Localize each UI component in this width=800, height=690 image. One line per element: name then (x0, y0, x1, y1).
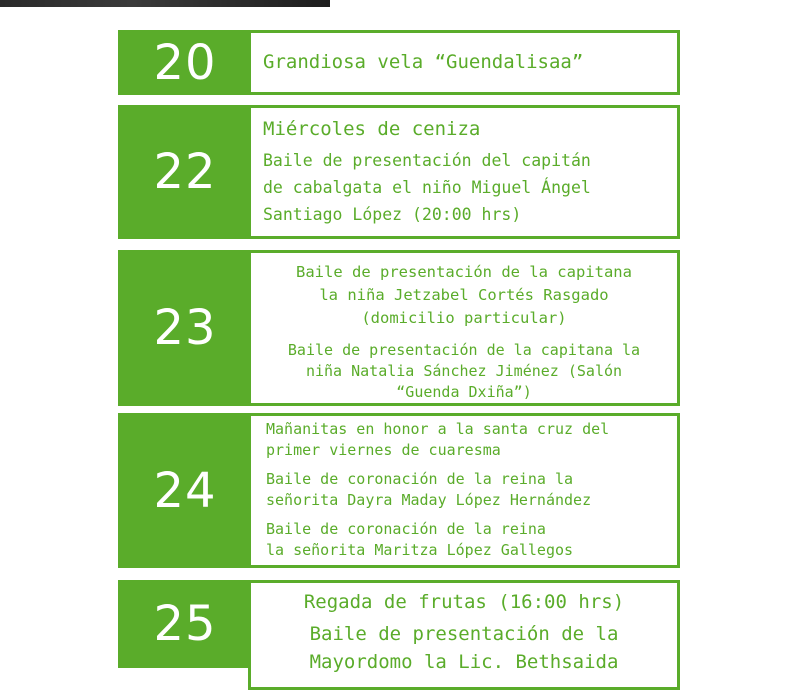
event-text: la niña Jetzabel Cortés Rasgado (319, 286, 609, 304)
event-text: niña Natalia Sánchez Jiménez (Salón (305, 362, 623, 380)
event-text: señorita Dayra Maday López Hernández (266, 491, 592, 509)
event-box (248, 413, 680, 568)
event-text: Baile de coronación de la reina (266, 520, 546, 538)
event-text: “Guenda Dxiña”) (396, 383, 532, 401)
day-row-23 (118, 250, 680, 406)
event-text: Grandiosa vela “Guendalisaa” (263, 51, 584, 73)
event-text: Mañanitas en honor a la santa cruz del (266, 420, 610, 438)
event-text: la señorita Maritza López Gallegos (266, 541, 574, 559)
day-row-22 (118, 105, 680, 239)
event-text: Baile de presentación de la (309, 623, 619, 645)
event-text: Baile de presentación del capitán (263, 151, 591, 170)
event-text: primer viernes de cuaresma (266, 441, 501, 459)
event-text: Baile de presentación de la capitana (296, 263, 632, 281)
day-number: 25 (118, 580, 252, 668)
day-row-20 (118, 30, 680, 95)
event-box (248, 30, 680, 95)
header-image-strip (0, 0, 330, 7)
day-number: 20 (118, 30, 252, 95)
day-row-25 (118, 580, 680, 690)
event-text: (domicilio particular) (361, 309, 567, 327)
event-text: Baile de presentación de la capitana la (287, 341, 641, 359)
event-text: Regada de frutas (16:00 hrs) (303, 591, 625, 613)
event-text: Santiago López (20:00 hrs) (263, 205, 522, 224)
event-box (248, 250, 680, 406)
event-text: Mayordomo la Lic. Bethsaida (309, 651, 619, 673)
event-box (248, 105, 680, 239)
day-row-24 (118, 413, 680, 568)
day-number: 23 (118, 250, 252, 406)
event-text: de cabalgata el niño Miguel Ángel (263, 178, 591, 197)
day-number: 24 (118, 413, 252, 568)
event-text: Baile de coronación de la reina la (266, 470, 574, 488)
day-number: 22 (118, 105, 252, 239)
event-box (248, 580, 680, 690)
event-heading: Miércoles de ceniza (263, 118, 481, 140)
